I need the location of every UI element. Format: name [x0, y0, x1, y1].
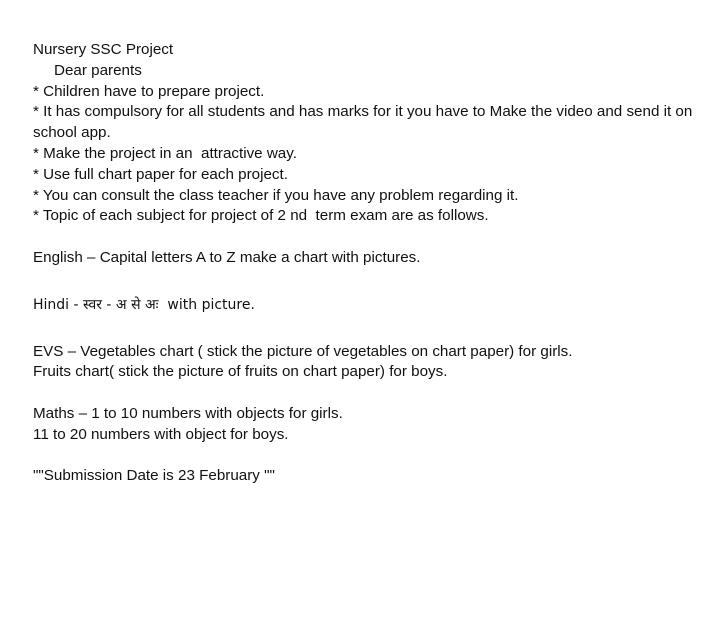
submission-date: ""Submission Date is 23 February ""	[33, 467, 275, 485]
spacer	[33, 316, 693, 342]
spacer	[33, 383, 693, 404]
document-title: Nursery SSC Project	[33, 41, 174, 58]
instruction-item: * It has compulsory for all students and has marks for it you have to Make the video and send it on school app.	[33, 103, 697, 142]
salutation: Dear parents	[54, 61, 142, 79]
spacer	[33, 446, 693, 467]
english-topic: English – Capital letters A to Z make a chart with pictures.	[33, 248, 421, 266]
evs-topic-girls: EVS – Vegetables chart ( stick the picture of vegetables on chart paper) for girls.	[33, 342, 573, 360]
instruction-item: * Use full chart paper for each project.	[33, 165, 288, 183]
maths-topic-girls: Maths – 1 to 10 numbers with objects for girls.	[33, 404, 343, 422]
maths-topic-boys: 11 to 20 numbers with object for boys.	[33, 425, 289, 443]
instruction-item: * Children have to prepare project.	[33, 82, 265, 100]
instruction-item: * Make the project in an attractive way.	[33, 144, 297, 162]
hindi-topic: Hindi - स्वर - अ से अः with picture.	[33, 296, 255, 313]
evs-topic-boys: Fruits chart( stick the picture of fruits on chart paper) for boys.	[33, 363, 448, 381]
instruction-item: * You can consult the class teacher if you have any problem regarding it.	[33, 186, 519, 204]
document-body	[33, 40, 697, 487]
instruction-item: * Topic of each subject for project of 2 nd term exam are as follows.	[33, 207, 489, 225]
spacer	[33, 269, 693, 295]
spacer	[33, 227, 693, 248]
